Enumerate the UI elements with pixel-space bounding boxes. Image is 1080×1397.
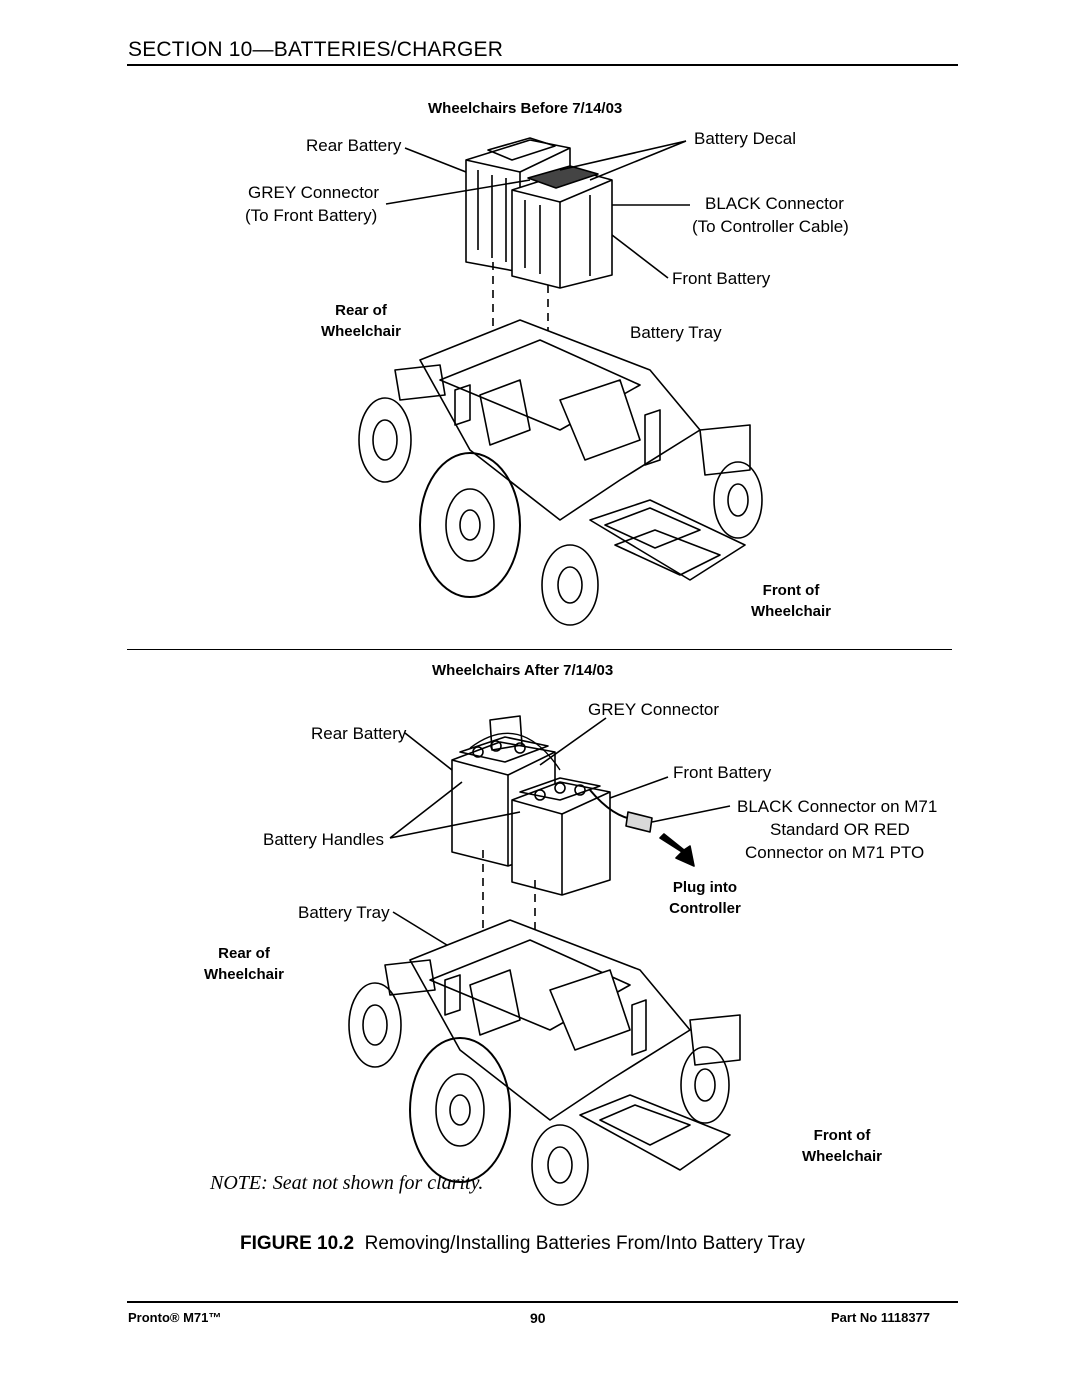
label-battery-handles: Battery Handles xyxy=(263,830,384,849)
footer-page-number: 90 xyxy=(530,1310,546,1326)
label-rear-battery: Rear Battery xyxy=(306,136,402,155)
rear-of-text-after: Rear of xyxy=(218,945,270,962)
figure-label: FIGURE 10.2 xyxy=(240,1233,355,1254)
bottom-figure-subtitle: Wheelchairs After 7/14/03 xyxy=(432,662,614,679)
label-grey-connector: GREY Connector xyxy=(248,183,380,202)
label-front-battery-after: Front Battery xyxy=(673,763,772,782)
figure-caption-text: Removing/Installing Batteries From/Into Battery Tray xyxy=(364,1233,805,1254)
label-black-connector-after-3: Connector on M71 PTO xyxy=(745,843,925,862)
label-front-of-wheelchair-after xyxy=(786,1125,898,1167)
front-of-text-after: Front of xyxy=(813,1127,871,1144)
front-wheelchair-text-after: Wheelchair xyxy=(801,1148,883,1165)
rear-wheelchair-text: Wheelchair xyxy=(320,323,402,340)
label-battery-decal: Battery Decal xyxy=(694,129,797,148)
label-rear-battery-after: Rear Battery xyxy=(311,724,407,743)
front-of-text: Front of xyxy=(762,582,820,599)
rear-wheelchair-text-after: Wheelchair xyxy=(203,966,285,983)
label-battery-tray: Battery Tray xyxy=(630,323,722,342)
label-black-connector-after-1: BLACK Connector on M71 xyxy=(737,797,938,816)
label-battery-tray-after: Battery Tray xyxy=(298,903,390,922)
footer-rule xyxy=(127,1301,958,1303)
top-figure-subtitle: Wheelchairs Before 7/14/03 xyxy=(428,100,623,117)
plug-into-text: Plug into xyxy=(672,879,738,896)
label-black-connector-after-2: Standard OR RED xyxy=(770,820,910,839)
footer-product: Pronto® M71™ xyxy=(128,1310,222,1325)
rear-of-text: Rear of xyxy=(335,302,387,319)
label-grey-connector-after: GREY Connector xyxy=(588,700,720,719)
controller-text: Controller xyxy=(669,900,741,917)
label-plug-into-controller xyxy=(650,877,760,919)
label-black-connector: BLACK Connector xyxy=(705,194,844,213)
footer-part-number: Part No 1118377 xyxy=(831,1310,931,1325)
label-rear-of-wheelchair xyxy=(305,300,417,342)
label-grey-connector-note: (To Front Battery) xyxy=(245,206,378,225)
label-front-of-wheelchair xyxy=(735,580,847,622)
label-black-connector-note: (To Controller Cable) xyxy=(692,217,849,236)
figure-separator xyxy=(127,649,952,650)
front-wheelchair-text: Wheelchair xyxy=(750,603,832,620)
label-rear-of-wheelchair-after xyxy=(188,943,300,985)
section-title: SECTION 10—BATTERIES/CHARGER xyxy=(128,38,504,61)
seat-note: NOTE: Seat not shown for clarity. xyxy=(210,1172,484,1194)
label-front-battery: Front Battery xyxy=(672,269,771,288)
figure-caption xyxy=(240,1233,805,1255)
